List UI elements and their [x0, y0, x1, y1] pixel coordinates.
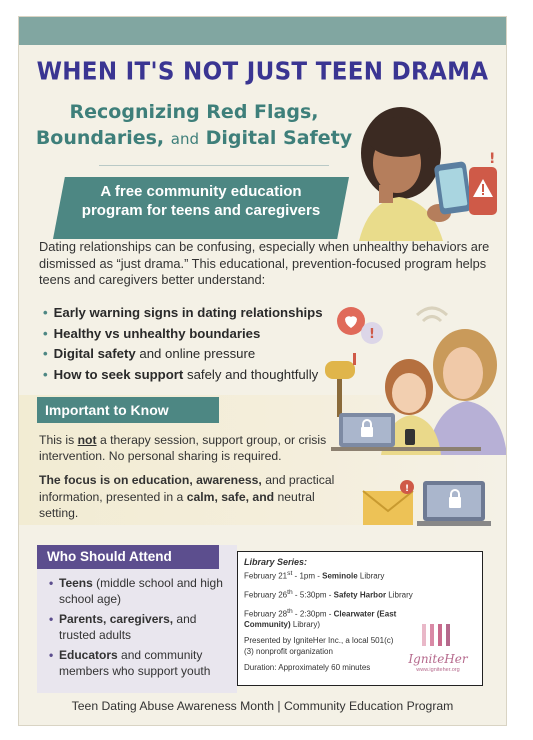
logo-mark-icon: [418, 622, 458, 648]
banner-line1: A free community education: [100, 183, 302, 200]
event-date-suffix: th: [287, 588, 293, 596]
who-heading: Who Should Attend: [47, 549, 172, 564]
svg-text:!: !: [369, 327, 375, 342]
svg-text:!: !: [489, 151, 496, 167]
focus-emphasis: The focus is on education, awareness,: [39, 473, 262, 487]
important-paragraph-1: [39, 432, 339, 464]
footer-text: Teen Dating Abuse Awareness Month | Community Education Program: [71, 699, 454, 713]
event-date-suffix: th: [287, 607, 293, 615]
library-series-box: [237, 551, 483, 686]
teen-phone-illustration: [339, 101, 504, 241]
event-suffix: Library: [357, 571, 385, 581]
intro-paragraph: Dating relationships can be confusing, especially when unhealthy behaviors are dismissed as “just drama.” This educational, prevention-focused program helps teens and caregivers better understand:: [39, 239, 490, 287]
banner-line2: program for teens and caregivers: [81, 202, 321, 219]
subtitle-line1: Recognizing Red Flags,: [69, 101, 319, 123]
audience-bold: Teens: [59, 576, 93, 590]
banner-text: [53, 182, 349, 220]
not-emphasis: not: [77, 433, 97, 447]
subtitle-and: and: [170, 130, 199, 148]
event-suffix: Library: [386, 590, 413, 600]
page-title: WHEN IT'S NOT JUST TEEN DRAMA: [36, 57, 489, 87]
topic-bold: How to seek support: [53, 366, 184, 382]
important-paragraph-2: [39, 472, 349, 522]
important-text: This is: [39, 433, 78, 447]
event-date: February 28: [244, 609, 288, 619]
event-place: Safety Harbor: [333, 590, 387, 600]
important-text: a therapy session, support group, or crisis intervention. No personal sharing is required.: [39, 433, 327, 463]
logo-name: IgniteHer: [408, 652, 468, 666]
event-suffix: Library): [290, 619, 321, 629]
presented-by: Presented by IgniteHer Inc., a local 501(c)(3) nonprofit organization: [244, 636, 394, 656]
subtitle-divider: [99, 165, 329, 166]
logo-url: www.igniteher.org: [416, 666, 460, 673]
important-heading: Important to Know: [45, 402, 169, 418]
library-event: [244, 569, 414, 582]
topics-list: [43, 303, 343, 385]
subtitle-boundaries: Boundaries,: [35, 127, 165, 149]
igniteher-logo: [404, 622, 472, 674]
topic-rest: safely and thoughtfully: [183, 366, 319, 382]
library-event: [244, 588, 414, 601]
envelope-laptop-illustration: [359, 475, 494, 537]
topic-bold: Healthy vs unhealthy boundaries: [53, 325, 261, 341]
important-text: neutral setting.: [39, 489, 315, 520]
event-time: - 1pm -: [292, 571, 323, 581]
who-heading-tab: [37, 545, 219, 569]
envelope-alert-icon: [363, 480, 414, 525]
important-text: and practical information, presented in a: [39, 473, 335, 504]
topic-bold: Digital safety: [53, 346, 136, 361]
audience-rest: and community members who support youth: [59, 648, 211, 678]
event-date: February 21: [244, 571, 288, 581]
list-item: • Parents, caregivers, and trusted adults: [49, 612, 197, 642]
wifi-icon: [417, 308, 447, 321]
topic-bold: Early warning signs in dating relationships: [53, 305, 323, 320]
event-time: - 5:30pm -: [292, 590, 334, 600]
subtitle-line2: [29, 125, 359, 152]
library-title: Library Series:: [244, 557, 308, 567]
subtitle-digital-safety: Digital Safety: [205, 127, 353, 149]
library-event: [244, 607, 414, 631]
list-item: • How to seek support safely and thoughtfully: [43, 366, 319, 382]
event-date-suffix: st: [287, 569, 293, 577]
audience-list: [49, 576, 229, 684]
list-item: • Healthy vs unhealthy boundaries: [43, 325, 261, 341]
mailbox-icon: [325, 353, 356, 417]
svg-text:!: !: [405, 484, 410, 494]
subtitle: [29, 99, 359, 152]
event-place: Clearwater (East Community): [244, 609, 397, 629]
list-item: • Early warning signs in dating relationships: [43, 305, 323, 320]
topic-rest: and online pressure: [135, 346, 256, 361]
audience-bold: Educators: [59, 648, 118, 662]
event-time: - 2:30pm -: [292, 609, 334, 619]
event-place: Seminole: [322, 571, 358, 581]
flyer: [18, 16, 507, 726]
caregiver-teen-illustration: [317, 295, 507, 455]
audience-rest: (middle school and high school age): [59, 576, 223, 606]
audience-bold: Parents, caregivers,: [59, 612, 174, 626]
setting-emphasis: calm, safe, and: [186, 489, 275, 504]
audience-rest: and trusted adults: [59, 612, 197, 642]
top-band: [19, 17, 506, 45]
event-date: February 26: [244, 590, 288, 600]
list-item: • Educators and community members who support youth: [49, 648, 211, 678]
list-item: • Digital safety and online pressure: [43, 346, 256, 361]
heart-bubble-icon: [337, 307, 383, 344]
important-heading-tab: [37, 397, 219, 423]
duration: Duration: Approximately 60 minutes: [244, 663, 371, 673]
list-item: • Teens (middle school and high school age): [49, 576, 223, 606]
